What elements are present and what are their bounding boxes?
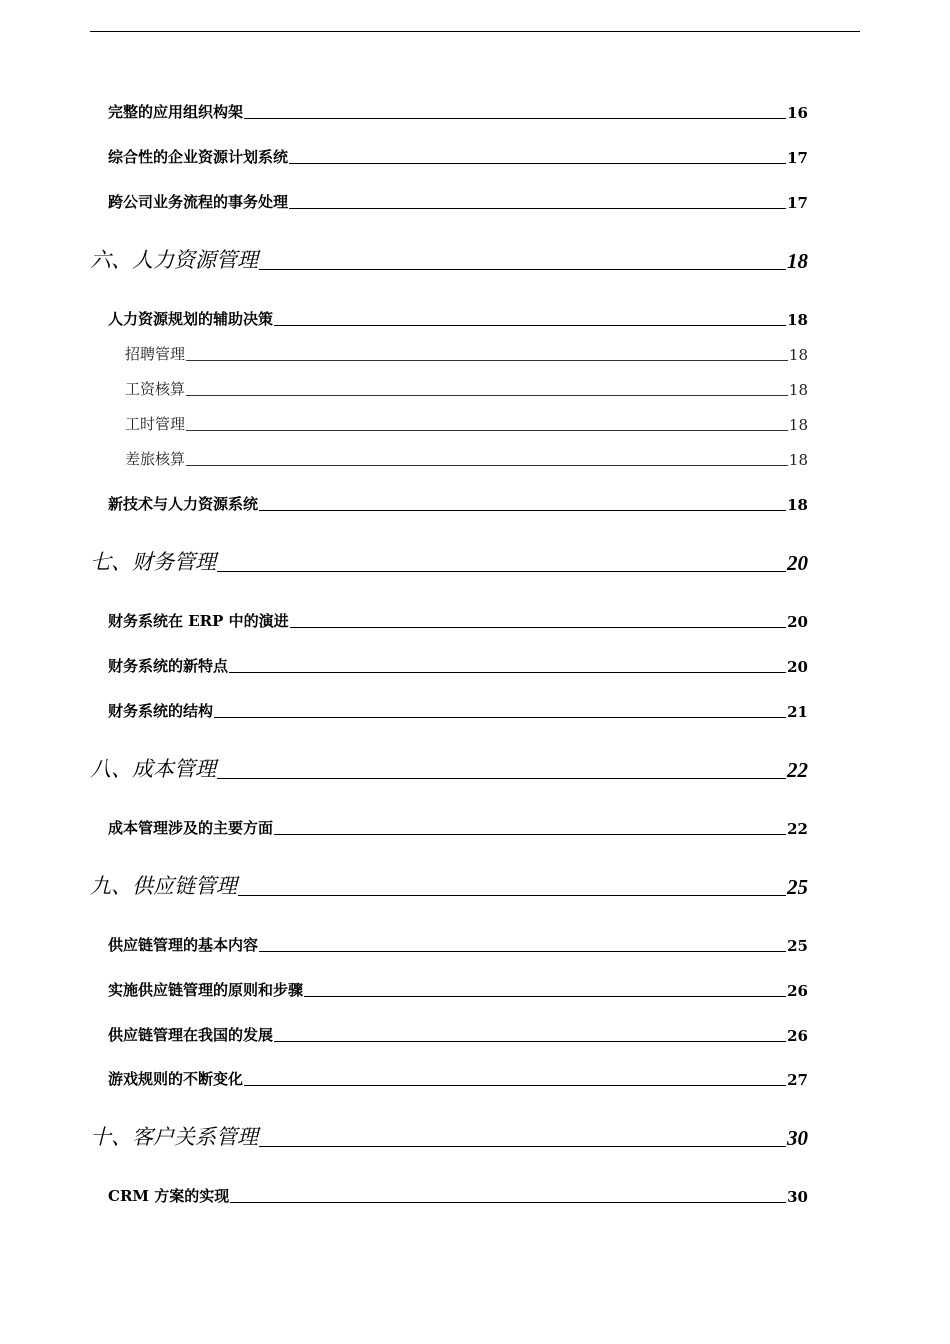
toc-entry-label: 游戏规则的不断变化 (108, 1070, 244, 1088)
toc-chapter-page: 20 (787, 551, 808, 575)
toc-leader (217, 778, 786, 779)
toc-entry-page: 16 (787, 104, 808, 122)
toc-entry[interactable] (108, 610, 808, 631)
toc-entry-page: 30 (787, 1188, 808, 1206)
toc-subentry-label: 工时管理 (125, 415, 186, 433)
toc-entry[interactable] (108, 934, 808, 955)
toc-entry-page: 25 (787, 937, 808, 955)
toc-entry-page: 17 (787, 194, 808, 212)
toc-entry-page: 22 (787, 820, 808, 838)
toc-entry-label: 供应链管理在我国的发展 (108, 1026, 274, 1044)
toc-subentry-label: 差旅核算 (125, 450, 186, 468)
toc-entry-label: CRM 方案的实现 (108, 1187, 230, 1205)
toc-leader (230, 1202, 786, 1203)
toc-chapter-label: 九、供应链管理 (90, 874, 237, 898)
toc-entry[interactable] (108, 817, 808, 838)
toc-chapter-page: 30 (787, 1126, 808, 1150)
toc-entry-label: 综合性的企业资源计划系统 (108, 148, 289, 166)
toc-entry[interactable] (108, 146, 808, 167)
toc-leader (274, 325, 786, 326)
toc-leader (217, 571, 786, 572)
toc-entry-label: 人力资源规划的辅助决策 (108, 310, 274, 328)
toc-leader (186, 430, 788, 431)
toc-subentry-page: 18 (788, 451, 808, 469)
toc-entry[interactable] (108, 700, 808, 721)
toc-leader (186, 395, 788, 396)
toc-entry-label: 财务系统的新特点 (108, 657, 229, 675)
toc-leader (289, 163, 786, 164)
toc-leader (274, 1041, 786, 1042)
toc-leader (186, 360, 788, 361)
toc-entry[interactable] (108, 1068, 808, 1089)
toc-leader (290, 627, 787, 628)
toc-entry-page: 26 (787, 982, 808, 1000)
toc-entry[interactable] (108, 308, 808, 329)
toc-leader (304, 996, 786, 997)
toc-entry-page: 18 (787, 496, 808, 514)
toc-chapter-label: 八、成本管理 (90, 757, 216, 781)
toc-entry-label: 财务系统在 ERP 中的演进 (108, 612, 289, 630)
toc-leader (274, 834, 786, 835)
toc-chapter-entry[interactable] (90, 1121, 808, 1151)
toc-subentry[interactable] (125, 343, 808, 364)
toc-subentry-page: 18 (788, 416, 808, 434)
toc-entry-page: 21 (787, 703, 808, 721)
toc-entry-label: 成本管理涉及的主要方面 (108, 819, 274, 837)
toc-leader (244, 118, 786, 119)
toc-leader (244, 1085, 786, 1086)
toc-entry-page: 27 (787, 1071, 808, 1089)
toc-chapter-page: 18 (787, 249, 808, 273)
toc-entry[interactable] (108, 1024, 808, 1045)
toc-subentry-label: 工资核算 (125, 380, 186, 398)
toc-entry-label: 实施供应链管理的原则和步骤 (108, 981, 304, 999)
toc-chapter-label: 六、人力资源管理 (90, 248, 258, 272)
toc-entry[interactable] (108, 979, 808, 1000)
toc-leader (214, 717, 786, 718)
toc-leader (259, 951, 786, 952)
toc-entry-label: 完整的应用组织构架 (108, 103, 244, 121)
toc-subentry-label: 招聘管理 (125, 345, 186, 363)
toc-chapter-entry[interactable] (90, 546, 808, 576)
toc-entry[interactable] (108, 191, 808, 212)
toc-entry-page: 20 (787, 658, 808, 676)
toc-entry[interactable] (108, 655, 808, 676)
toc-leader (289, 208, 786, 209)
toc-leader (229, 672, 786, 673)
toc-entry[interactable] (108, 101, 808, 122)
toc-leader (259, 269, 786, 270)
toc-subentry[interactable] (125, 378, 808, 399)
toc-chapter-entry[interactable] (90, 244, 808, 274)
toc-chapter-entry[interactable] (90, 870, 808, 900)
toc-entry-page: 26 (787, 1027, 808, 1045)
toc-leader (238, 895, 786, 896)
toc-leader (259, 1146, 786, 1147)
toc-entry-label: 供应链管理的基本内容 (108, 936, 259, 954)
toc-subentry[interactable] (125, 448, 808, 469)
toc-entry[interactable] (108, 1185, 808, 1206)
toc-chapter-label: 十、客户关系管理 (90, 1125, 258, 1149)
toc-chapter-entry[interactable] (90, 753, 808, 783)
toc-chapter-page: 25 (787, 875, 808, 899)
toc-entry-label: 跨公司业务流程的事务处理 (108, 193, 289, 211)
toc-leader (259, 510, 786, 511)
toc-leader (186, 465, 788, 466)
toc-entry-page: 18 (787, 311, 808, 329)
toc-entry-label: 财务系统的结构 (108, 702, 214, 720)
toc-subentry-page: 18 (788, 346, 808, 364)
toc-chapter-label: 七、财务管理 (90, 550, 216, 574)
toc-subentry-page: 18 (788, 381, 808, 399)
toc-chapter-page: 22 (787, 758, 808, 782)
toc-entry-page: 17 (787, 149, 808, 167)
toc-subentry[interactable] (125, 413, 808, 434)
toc-entry-label: 新技术与人力资源系统 (108, 495, 259, 513)
toc-entry[interactable] (108, 493, 808, 514)
toc-entry-page: 20 (787, 613, 808, 631)
